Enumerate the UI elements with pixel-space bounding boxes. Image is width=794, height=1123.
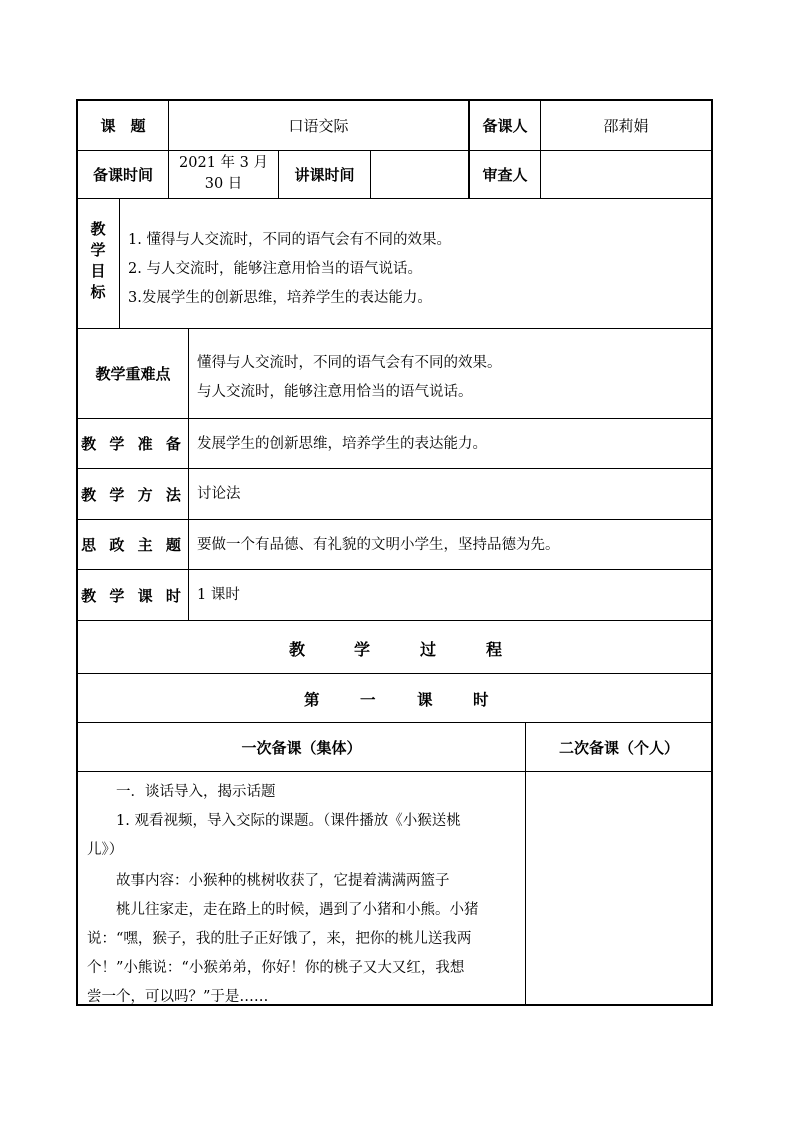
objectives-label-char: 学	[90, 241, 106, 259]
topic-value: 口语交际	[288, 116, 349, 135]
objectives-label	[83, 219, 113, 303]
preparation-label: 教 学 准 备	[81, 435, 185, 453]
process-title	[78, 621, 712, 673]
second-prep-content	[526, 772, 712, 1005]
method-value: 讨论法	[197, 486, 241, 502]
content-line: 尝一个，可以吗？”于是……	[87, 989, 269, 1005]
content-line: 说：“嘿，猴子，我的肚子正好饿了，来，把你的桃儿送我两	[87, 931, 472, 947]
prep-time-label: 备课时间	[92, 166, 153, 184]
objective-item: 3.发展学生的创新思维，培养学生的表达能力。	[128, 290, 432, 306]
content-line: 故事内容：小猴种的桃树收获了，它提着满满两篮子	[116, 873, 450, 889]
content-line: 儿》）	[87, 842, 124, 858]
lesson-title-char: 一	[360, 690, 376, 709]
row-divider	[77, 198, 713, 199]
process-title-char: 程	[486, 640, 503, 659]
key-points-label: 教学重难点	[95, 365, 171, 383]
objectives-label-char: 教	[90, 220, 106, 238]
lesson-title-char: 课	[417, 690, 433, 709]
process-title-char: 过	[420, 640, 437, 659]
reviewer-value	[541, 151, 711, 198]
lesson-title-char: 第	[304, 690, 320, 709]
col-divider	[119, 198, 120, 328]
lecture-time-value	[371, 151, 468, 198]
key-point-line: 与人交流时，能够注意用恰当的语气说话。	[197, 384, 473, 400]
hours-value: 1 课时	[197, 587, 240, 603]
prep-time-line1: 2021 年 3 月	[179, 155, 268, 171]
reviewer-label: 审查人	[482, 166, 528, 184]
process-title-char: 教	[289, 640, 306, 659]
topic-label: 课 题	[100, 117, 146, 135]
objective-item: 1. 懂得与人交流时，不同的语气会有不同的效果。	[128, 232, 451, 248]
content-line: 1. 观看视频，导入交际的课题。（课件播放《小猴送桃	[116, 813, 461, 829]
prep-time-value	[169, 153, 278, 197]
content-line: 个！”小熊说：“小猴弟弟，你好！你的桃子又大又红，我想	[87, 960, 465, 976]
first-prep-content	[78, 772, 525, 1005]
preparer-value: 邵莉娟	[603, 116, 649, 135]
objectives-label-char: 目	[90, 262, 106, 280]
process-title-char: 学	[354, 640, 371, 659]
objective-item: 2. 与人交流时，能够注意用恰当的语气说话。	[128, 261, 422, 277]
ideology-value: 要做一个有品德、有礼貌的文明小学生，坚持品德为先。	[197, 536, 560, 553]
content-line: 一．谈话导入，揭示话题	[116, 784, 276, 800]
preparer-label: 备课人	[482, 117, 528, 135]
first-prep-header: 一次备课（集体）	[241, 738, 362, 757]
method-label: 教 学 方 法	[81, 485, 185, 504]
col-divider	[188, 328, 189, 620]
hours-label: 教 学 课 时	[81, 586, 185, 605]
prep-time-line2: 30 日	[204, 176, 243, 192]
second-prep-header: 二次备课（个人）	[558, 738, 679, 757]
objectives-label-char: 标	[90, 283, 106, 301]
lesson-title-char: 时	[473, 690, 489, 709]
preparation-value: 发展学生的创新思维，培养学生的表达能力。	[197, 435, 487, 452]
ideology-label: 思 政 主 题	[81, 536, 185, 554]
key-point-line: 懂得与人交流时，不同的语气会有不同的效果。	[197, 355, 502, 371]
lesson-title	[78, 674, 712, 722]
lecture-time-label: 讲课时间	[294, 166, 355, 184]
content-line: 桃儿往家走，走在路上的时候，遇到了小猪和小熊。小猪	[116, 902, 479, 918]
